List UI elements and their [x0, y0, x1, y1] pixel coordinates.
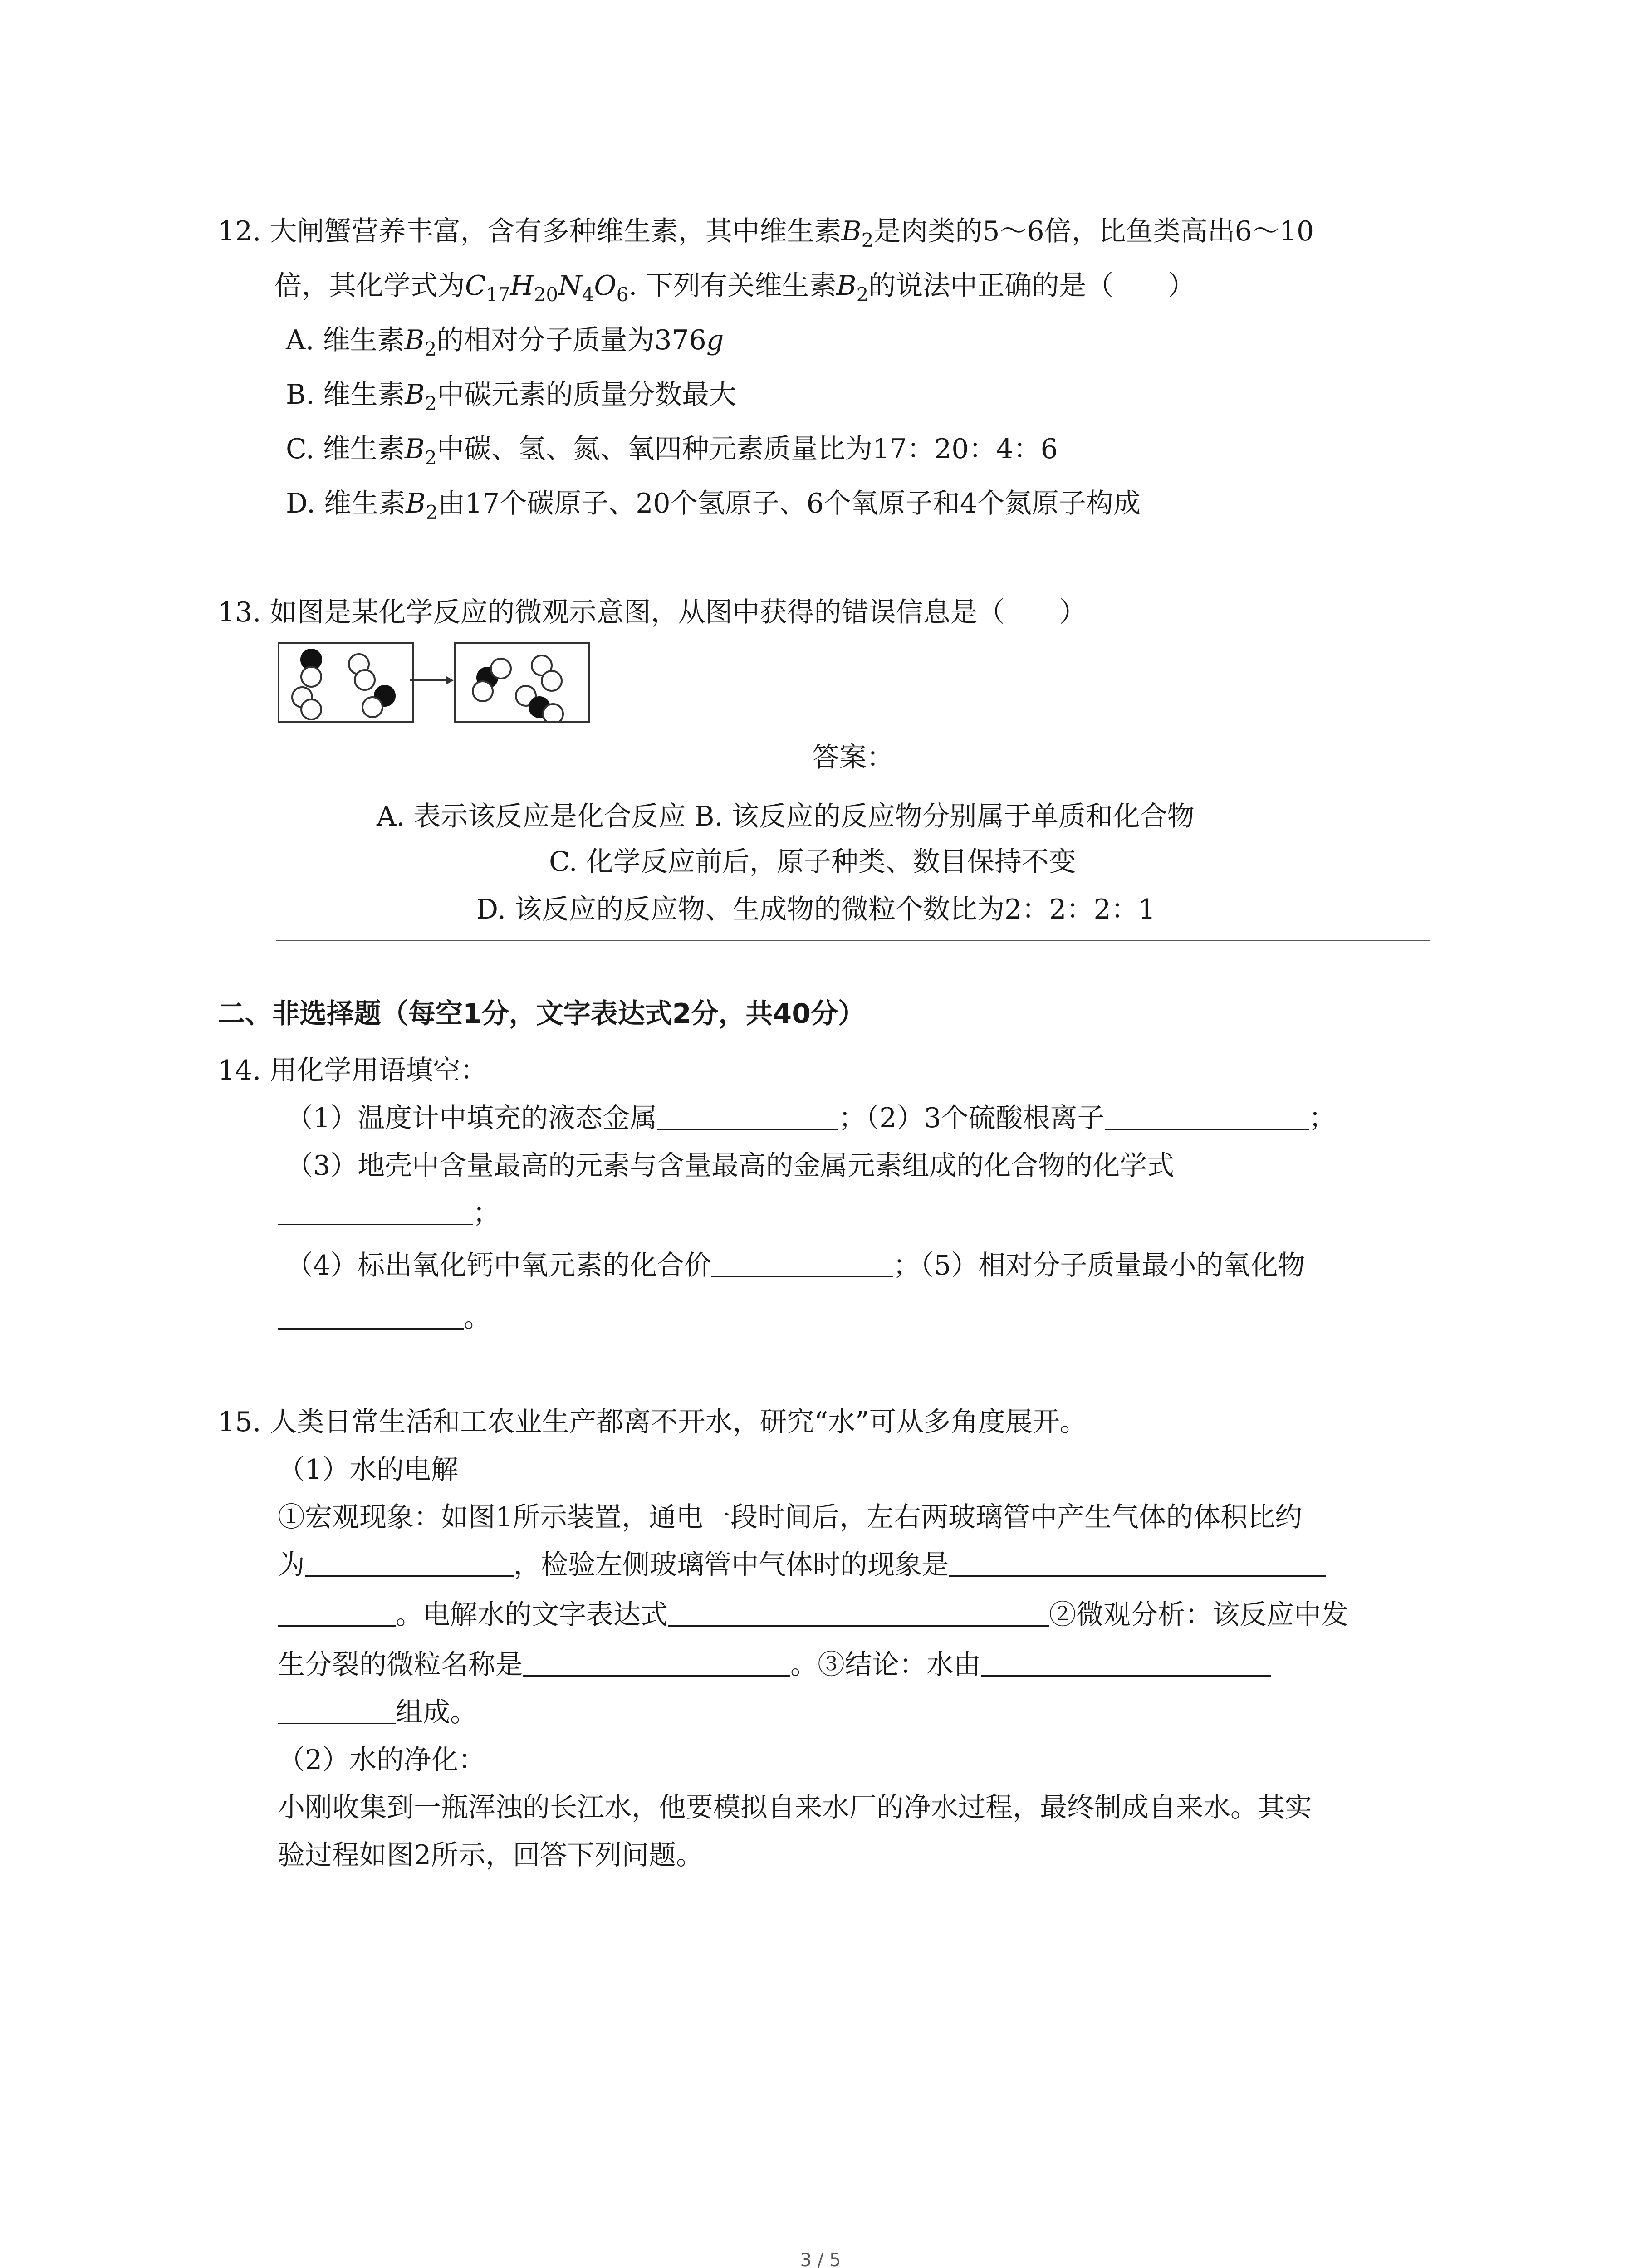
formula-b: B: [404, 433, 425, 465]
q12-option-d: [286, 485, 1141, 522]
q14-text: ；（5）相对分子质量最小的氧化物: [893, 1250, 1305, 1281]
formula-b: B: [406, 488, 426, 519]
formula-b: B: [405, 379, 425, 411]
q12-option-c: [286, 431, 1058, 467]
reactants-box: [278, 642, 414, 723]
q15-text: ，检验左侧玻璃管中气体时的现象是: [514, 1549, 949, 1581]
q15-line5: [278, 1694, 477, 1730]
page-number: 3 / 5: [800, 2250, 841, 2268]
formula-sub: 2: [425, 447, 437, 469]
answer-blank[interactable]: [278, 1600, 396, 1627]
q15-line7: 验过程如图2所示，回答下列问题。: [278, 1839, 704, 1871]
q15-stem: 15. 人类日常生活和工农业生产都离不开水，研究“水”可从多角度展开。: [218, 1406, 1087, 1438]
option-text: D. 维生素: [286, 488, 406, 519]
q14-text: ；（2）3个硫酸根离子: [838, 1102, 1105, 1134]
formula-b: B: [836, 270, 857, 302]
answer-blank[interactable]: [657, 1103, 838, 1130]
unit-text: g: [706, 324, 724, 356]
option-text: C. 维生素: [286, 433, 405, 465]
q12-text: 倍，其化学式为: [274, 270, 465, 302]
formula-c: C: [465, 270, 486, 302]
section-title: 二、非选择题（每空1分，文字表达式2分，共40分）: [218, 998, 865, 1030]
q15-line3: [278, 1597, 1348, 1633]
white-atom: [491, 659, 511, 679]
q14-line1: [286, 1100, 1336, 1136]
white-atom: [355, 670, 375, 690]
divider: [276, 940, 1430, 941]
formula-sub: 2: [426, 501, 438, 523]
q15-subheading-2: （2）水的净化：: [278, 1744, 486, 1776]
answer-blank[interactable]: [711, 1251, 893, 1277]
q14-line4: [286, 1247, 1305, 1284]
q14-line2: （3）地壳中含量最高的元素与含量最高的金属元素组成的化合物的化学式: [286, 1150, 1175, 1182]
answer-blank[interactable]: [278, 1198, 473, 1225]
answer-blank[interactable]: [668, 1600, 1049, 1627]
white-atom: [301, 667, 321, 687]
option-text: A. 维生素: [286, 324, 405, 356]
q15-subheading-1: （1）水的电解: [278, 1454, 459, 1486]
answer-blank[interactable]: [278, 1303, 464, 1330]
q15-line2: [278, 1547, 1326, 1583]
q14-text: ；: [1308, 1102, 1336, 1134]
q15-line4: [278, 1647, 1271, 1683]
q14-line5: [278, 1300, 491, 1336]
q15-text: ②微观分析：该反应中发: [1049, 1599, 1348, 1631]
q12-option-b: [286, 376, 736, 413]
q13-options-ab: A. 表示该反应是化合反应 B. 该反应的反应物分别属于单质和化合物: [377, 801, 1195, 832]
q14-text: （4）标出氧化钙中氧元素的化合价: [286, 1250, 712, 1281]
white-atom: [542, 671, 562, 691]
option-text: 的相对分子质量为376: [436, 324, 706, 356]
answer-blank[interactable]: [523, 1650, 790, 1677]
q15-text: 生分裂的微粒名称是: [278, 1649, 523, 1681]
q14-text: ；: [473, 1198, 500, 1229]
formula-sub: 6: [616, 284, 629, 306]
formula-sub: 17: [485, 284, 510, 306]
q12-text: 是肉类的5～6倍，比鱼类高出6～10: [873, 215, 1314, 247]
q14-text: 。: [464, 1302, 491, 1334]
answer-blank[interactable]: [1105, 1103, 1309, 1130]
reactants-molecules: [279, 644, 412, 721]
white-atom: [301, 699, 321, 719]
q13-option-c: C. 化学反应前后，原子种类、数目保持不变: [549, 846, 1076, 878]
q12-line2: [274, 268, 1195, 304]
formula-sub: 2: [424, 338, 437, 360]
q15-text: 。电解水的文字表达式: [396, 1599, 668, 1631]
option-text: B. 维生素: [286, 379, 405, 411]
formula-sub: 4: [582, 284, 594, 306]
formula-sub: 20: [534, 284, 558, 306]
formula-sub: 2: [861, 229, 874, 251]
products-molecules: [456, 644, 588, 721]
q15-text: 组成。: [396, 1696, 477, 1728]
formula-b: B: [404, 324, 425, 356]
q15-line1: ①宏观现象：如图1所示装置，通电一段时间后，左右两玻璃管中产生气体的体积比约: [278, 1501, 1303, 1533]
answer-blank[interactable]: [981, 1650, 1271, 1677]
q12-option-a: [286, 322, 724, 358]
white-atom: [543, 704, 563, 721]
q12-text: . 下列有关维生素: [628, 270, 837, 302]
formula-sub: 2: [856, 284, 869, 306]
white-atom: [473, 681, 493, 701]
q13-option-d: D. 该反应的反应物、生成物的微粒个数比为2：2：2：1: [476, 894, 1156, 925]
q12-text: 的说法中正确的是（ ）: [868, 270, 1195, 302]
q12-line1: [218, 213, 1314, 249]
option-text: 中碳元素的质量分数最大: [437, 379, 737, 411]
q15-text: 为: [278, 1549, 305, 1581]
answer-blank[interactable]: [949, 1550, 1326, 1577]
formula-b: B: [841, 215, 862, 247]
products-box: [454, 642, 590, 723]
q13-answer-label: 答案：: [812, 742, 894, 773]
q15-line6: 小刚收集到一瓶浑浊的长江水，他要模拟自来水厂的净水过程，最终制成自来水。其实: [278, 1792, 1312, 1823]
q14-line3: [278, 1195, 500, 1232]
white-atom: [362, 697, 382, 717]
q14-text: （1）温度计中填充的液态金属: [286, 1102, 657, 1134]
answer-blank[interactable]: [305, 1550, 514, 1577]
formula-o: O: [594, 270, 617, 302]
arrow-icon: [410, 667, 454, 694]
q13-stem: 13. 如图是某化学反应的微观示意图，从图中获得的错误信息是（ ）: [218, 596, 1087, 628]
formula-n: N: [558, 270, 582, 302]
option-text: 由17个碳原子、20个氢原子、6个氧原子和4个氮原子构成: [437, 488, 1141, 519]
q15-text: 。③结论：水由: [790, 1649, 981, 1681]
option-text: 中碳、氢、氮、氧四种元素质量比为17：20：4：6: [436, 433, 1058, 465]
answer-blank[interactable]: [278, 1697, 396, 1724]
formula-sub: 2: [425, 392, 437, 415]
formula-h: H: [510, 270, 534, 302]
q12-text: 12. 大闸蟹营养丰富，含有多种维生素，其中维生素: [218, 215, 842, 247]
q14-stem: 14. 用化学用语填空：: [218, 1055, 488, 1086]
